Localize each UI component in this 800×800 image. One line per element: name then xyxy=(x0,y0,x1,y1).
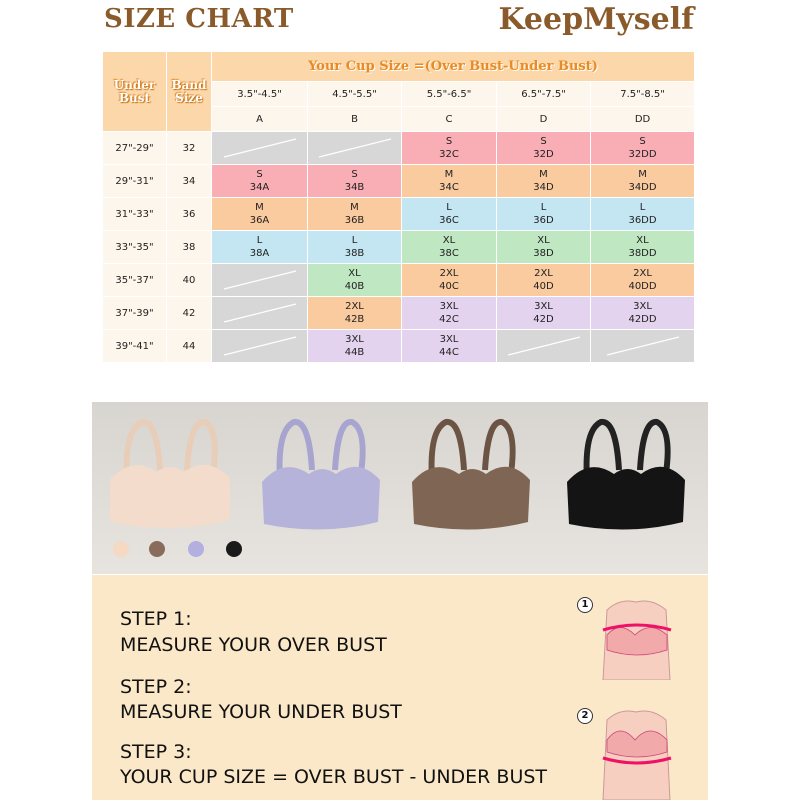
size-letter: S xyxy=(256,169,263,180)
size-cell xyxy=(308,165,402,198)
cup-range-header: 7.5"-8.5" xyxy=(591,82,695,107)
size-cell xyxy=(497,198,591,231)
size-code: 32D xyxy=(533,149,554,160)
size-code: 36A xyxy=(249,215,270,226)
unavailable-slash-icon xyxy=(220,267,300,293)
unavailable-cell xyxy=(308,132,402,165)
table-row xyxy=(103,330,695,363)
unavailable-cell xyxy=(212,264,308,297)
size-code: 38C xyxy=(439,248,459,259)
table-row xyxy=(103,132,695,165)
size-cell xyxy=(308,297,402,330)
size-cell xyxy=(591,264,695,297)
size-cell xyxy=(497,264,591,297)
size-code: 40D xyxy=(533,281,554,292)
step-2-text: MEASURE YOUR UNDER BUST xyxy=(120,701,402,723)
size-cell xyxy=(402,297,497,330)
unavailable-slash-icon xyxy=(220,333,300,359)
size-cell xyxy=(497,132,591,165)
under-bust-cell: 31"-33" xyxy=(103,198,167,231)
size-cell xyxy=(212,231,308,264)
band-size-cell: 44 xyxy=(167,330,212,363)
unavailable-cell xyxy=(212,297,308,330)
size-cell xyxy=(591,165,695,198)
under-bust-cell: 27"-29" xyxy=(103,132,167,165)
size-cell xyxy=(497,165,591,198)
swatch-brown[interactable] xyxy=(149,541,165,557)
size-letter: 3XL xyxy=(345,334,364,345)
size-letter: S xyxy=(351,169,358,180)
size-letter: 2XL xyxy=(345,301,364,312)
cup-range-header: 3.5"-4.5" xyxy=(212,82,308,107)
band-size-cell: 34 xyxy=(167,165,212,198)
step-3-text: YOUR CUP SIZE = OVER BUST - UNDER BUST xyxy=(120,766,548,788)
size-letter: L xyxy=(256,235,263,246)
cup-range-header: 4.5"-5.5" xyxy=(308,82,402,107)
unavailable-slash-icon xyxy=(315,135,395,161)
unavailable-cell xyxy=(497,330,591,363)
unavailable-slash-icon xyxy=(504,333,584,359)
table-row xyxy=(103,165,695,198)
size-code: 40DD xyxy=(628,281,657,292)
size-cell xyxy=(308,330,402,363)
size-code: 38D xyxy=(533,248,554,259)
size-cell xyxy=(497,297,591,330)
under-bust-cell: 39"-41" xyxy=(103,330,167,363)
size-code: 36C xyxy=(439,215,459,226)
size-letter: 3XL xyxy=(534,301,553,312)
unavailable-cell xyxy=(212,132,308,165)
size-cell xyxy=(591,231,695,264)
size-letter: 2XL xyxy=(633,268,652,279)
band-size-cell: 36 xyxy=(167,198,212,231)
size-cell xyxy=(308,264,402,297)
size-cell xyxy=(402,264,497,297)
size-cell xyxy=(591,297,695,330)
black-bra-image xyxy=(557,410,692,535)
size-cell xyxy=(402,330,497,363)
size-code: 38DD xyxy=(628,248,657,259)
product-photo-panel xyxy=(92,402,708,574)
size-letter: L xyxy=(446,202,452,213)
cup-size-banner: Your Cup Size =(Over Bust-Under Bust) xyxy=(212,52,695,82)
size-code: 36B xyxy=(344,215,365,226)
size-letter: 2XL xyxy=(439,268,459,279)
under-bust-cell: 29"-31" xyxy=(103,165,167,198)
figure-2-badge: 2 xyxy=(577,708,593,724)
cup-range-header: 6.5"-7.5" xyxy=(497,82,591,107)
size-code: 42D xyxy=(533,314,554,325)
size-code: 36DD xyxy=(628,215,657,226)
size-code: 34DD xyxy=(628,182,657,193)
under-bust-cell: 33"-35" xyxy=(103,231,167,264)
size-cell xyxy=(402,198,497,231)
size-letter: M xyxy=(539,169,548,180)
cup-letter-header: D xyxy=(497,107,591,132)
band-size-header-label: Band Size xyxy=(171,77,207,105)
band-size-cell: 32 xyxy=(167,132,212,165)
size-code: 34D xyxy=(533,182,554,193)
under-bust-measure-figure xyxy=(585,690,688,800)
size-cell xyxy=(212,198,308,231)
size-cell xyxy=(497,231,591,264)
size-letter: 2XL xyxy=(534,268,553,279)
band-size-cell: 42 xyxy=(167,297,212,330)
size-letter: M xyxy=(255,202,264,213)
size-letter: S xyxy=(540,136,547,147)
size-cell xyxy=(308,231,402,264)
size-letter: L xyxy=(639,202,646,213)
table-row xyxy=(103,198,695,231)
cup-range-header: 5.5"-6.5" xyxy=(402,82,497,107)
size-code: 34C xyxy=(439,182,459,193)
brown-bra-image xyxy=(402,410,537,535)
size-letter: 3XL xyxy=(439,301,459,312)
size-letter: M xyxy=(444,169,454,180)
table-row xyxy=(103,231,695,264)
size-code: 44C xyxy=(439,347,459,358)
size-chart-table xyxy=(102,51,695,363)
size-letter: L xyxy=(351,235,358,246)
swatch-nude[interactable] xyxy=(113,541,129,557)
unavailable-cell xyxy=(591,330,695,363)
band-size-header xyxy=(167,52,212,132)
size-letter: XL xyxy=(442,235,456,246)
size-cell xyxy=(308,198,402,231)
size-letter: M xyxy=(638,169,647,180)
table-row xyxy=(103,264,695,297)
step-1-title: STEP 1: xyxy=(120,608,192,630)
size-letter: M xyxy=(350,202,359,213)
size-code: 36D xyxy=(533,215,554,226)
cup-letter-header: DD xyxy=(591,107,695,132)
brand-logo: KeepMyself xyxy=(498,2,694,37)
under-bust-header-label: Under Bust xyxy=(113,77,156,105)
size-code: 42DD xyxy=(628,314,657,325)
size-letter: S xyxy=(445,136,453,147)
size-code: 32C xyxy=(439,149,459,160)
size-code: 34B xyxy=(344,182,365,193)
size-code: 32DD xyxy=(628,149,657,160)
size-letter: 3XL xyxy=(633,301,652,312)
size-letter: XL xyxy=(537,235,550,246)
size-cell xyxy=(212,165,308,198)
size-letter: 3XL xyxy=(439,334,459,345)
table-row xyxy=(103,297,695,330)
size-code: 42C xyxy=(439,314,459,325)
size-cell xyxy=(402,231,497,264)
unavailable-cell xyxy=(212,330,308,363)
under-bust-cell: 35"-37" xyxy=(103,264,167,297)
under-bust-header xyxy=(103,52,167,132)
size-code: 42B xyxy=(344,314,365,325)
lavender-bra-image xyxy=(252,410,387,535)
unavailable-slash-icon xyxy=(220,300,300,326)
size-code: 44B xyxy=(344,347,365,358)
size-letter: L xyxy=(540,202,547,213)
unavailable-slash-icon xyxy=(603,333,683,359)
size-cell xyxy=(591,198,695,231)
band-size-cell: 38 xyxy=(167,231,212,264)
size-letter: S xyxy=(639,136,646,147)
cup-letter-header: C xyxy=(402,107,497,132)
swatch-black[interactable] xyxy=(226,541,242,557)
size-code: 38A xyxy=(249,248,270,259)
size-code: 40B xyxy=(344,281,365,292)
size-cell xyxy=(402,132,497,165)
swatch-lavender[interactable] xyxy=(188,541,204,557)
size-code: 38B xyxy=(344,248,365,259)
size-cell xyxy=(402,165,497,198)
size-cell xyxy=(591,132,695,165)
chart-title: SIZE CHART xyxy=(104,4,294,34)
over-bust-measure-figure xyxy=(585,580,688,680)
size-letter: XL xyxy=(348,268,361,279)
step-1-text: MEASURE YOUR OVER BUST xyxy=(120,634,387,656)
nude-bra-image xyxy=(102,410,237,535)
size-code: 34A xyxy=(249,182,270,193)
cup-letter-header: A xyxy=(212,107,308,132)
figure-1-badge: 1 xyxy=(577,597,593,613)
step-2-title: STEP 2: xyxy=(120,676,192,698)
band-size-cell: 40 xyxy=(167,264,212,297)
unavailable-slash-icon xyxy=(220,135,300,161)
step-3-title: STEP 3: xyxy=(120,741,192,763)
cup-letter-header: B xyxy=(308,107,402,132)
size-letter: XL xyxy=(636,235,649,246)
under-bust-cell: 37"-39" xyxy=(103,297,167,330)
size-code: 40C xyxy=(439,281,459,292)
